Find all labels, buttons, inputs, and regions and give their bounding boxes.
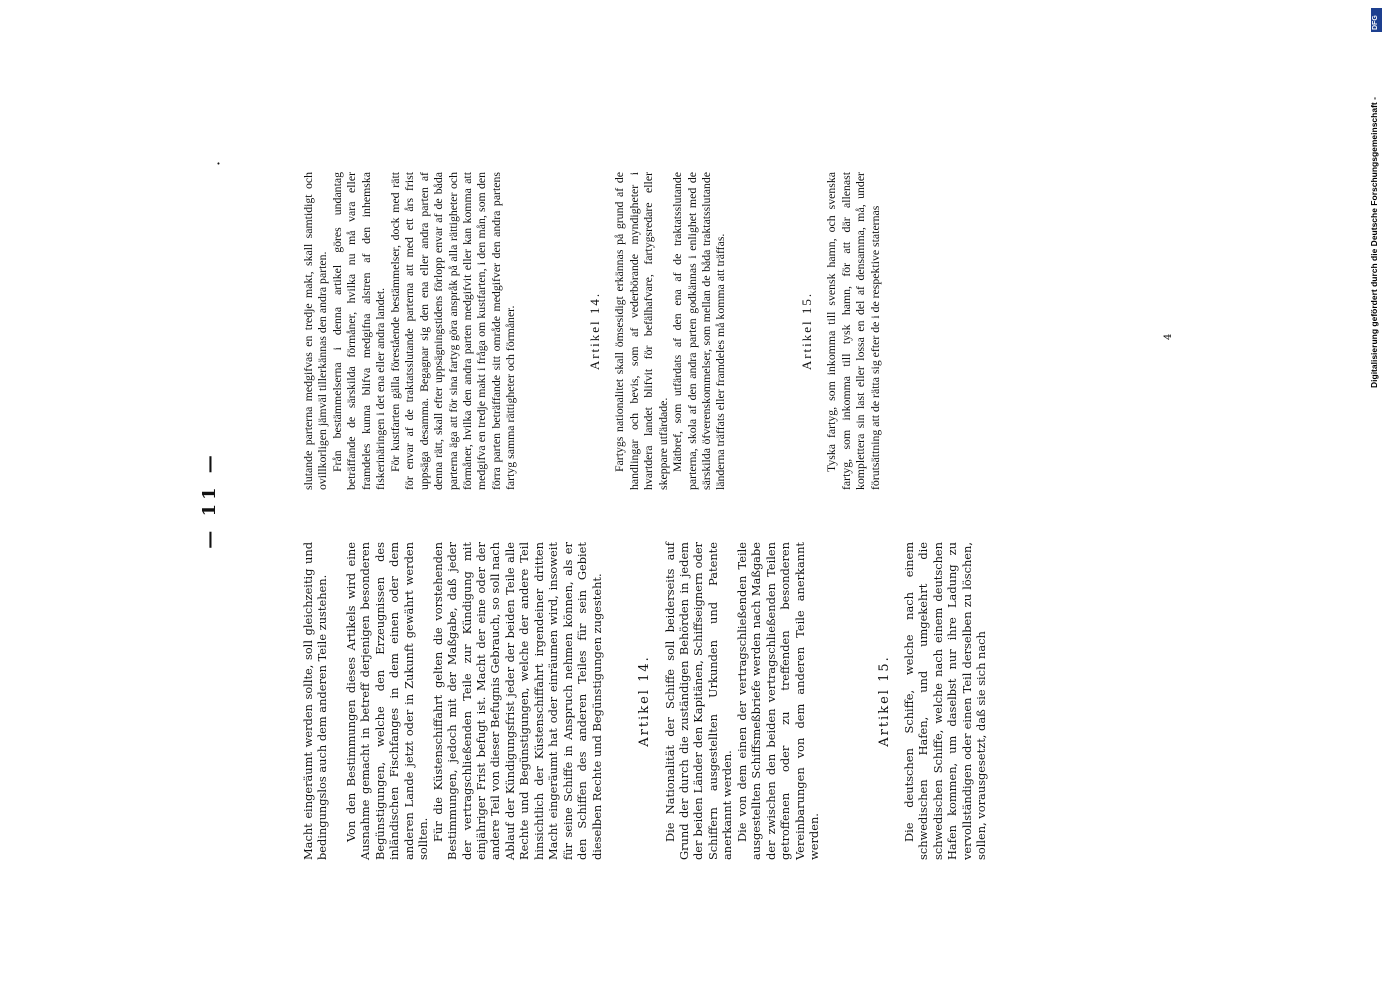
german-article-14-heading: Artikel 14. (637, 655, 653, 747)
page-number: — 11 — (199, 451, 220, 549)
dfg-logo-label: DFG (1372, 15, 1379, 30)
swedish-article-14-heading: Artikel 14. (586, 291, 602, 371)
swedish-paragraph-3: För kustfarten gälla förestående bestämmelser, dock med rätt för envar af de traktatsslutande parterna att med ett års frist uppsäga desamma. Begagnar sig den ena eller andra parten af denna rätt, skall efter uppsägningstidens förlopp envar af de båda parterna äga att för sina fartyg göra anspråk på alla rättigheter och förmåner, hvilka den andra parten medgifvit eller kan komma att medgifva en tredje makt i fråga om kustfarten, i den mån, som den förra parten beträffande sitt område medgifver den andra partens fartyg samma rättigheter och förmåner. (387, 172, 518, 490)
swedish-paragraph-1: slutande parterna medgifvas en tredje makt, skall samtidigt och ovillkorligen jämväl tillerkännas den andra parten. (301, 172, 330, 490)
german-paragraph-1: Macht eingeräumt werden sollte, soll gleichzeitig und bedingungslos auch dem anderen Teile zustehen. (301, 542, 330, 860)
swedish-article-14-paragraph-1: Fartygs nationalitet skall ömsesidigt erkännas på grund af de handlingar och bevis, som af vederbörande myndigheter i hvartdera landet blifvit för befälhafvare, fartygsredare eller skeppare utfärdade. (612, 172, 670, 490)
swedish-article-14-paragraph-2: Mätbref, som utfärdats af den ena af de traktatsslutande parterna, skola af den andra parten godkännas i enlighet med de särskilda öfverenskommelser, som mellan de båda traktatsslutande länderna träffats eller framdeles må komma att träffas. (670, 172, 728, 490)
dfg-credit-label: Digitalisierung gefördert durch die Deutsche Forschungsgemeinschaft - (1369, 97, 1379, 388)
german-article-14-paragraph-1: Die Nationalität der Schiffe soll beiderseits auf Grund der durch die zuständigen Behörden in jedem der beiden Länder den Kapitänen, Schiffseignern oder Schiffern ausgestellten Urkunden und Patente anerkannt werden. (662, 542, 735, 860)
german-column (301, 542, 989, 860)
dfg-credit-text (1369, 8, 1381, 388)
dfg-logo (1371, 8, 1382, 32)
swedish-paragraph-2: Från bestämmelserna i denna artikel göres undantag beträffande de särskilda förmåner, hvilka nu må vara eller framdeles kunna blifva medgifna alstren af den inhemska fiskerinäringen i det ena eller andra landet. (329, 172, 388, 490)
swedish-column (301, 172, 882, 490)
signature-mark: 4 (1163, 333, 1174, 340)
german-article-14-paragraph-2: Die von dem einen der vertragschließenden Teile ausgestellten Schiffsmeßbriefe werden nach Maßgabe der zwischen den beiden vertragschließenden Teilen getroffenen oder zu treffenden besonderen Vereinbarungen von dem anderen Teile anerkannt werden. (734, 542, 822, 860)
stray-mark: · (209, 160, 228, 166)
german-article-15-paragraph-1: Die deutschen Schiffe, welche nach einem schwedischen Hafen, und umgekehrt die schwedischen Schiffe, welche nach einem deutschen Hafen kommen, um daselbst nur ihre Ladung zu vervollständigen oder einen Teil derselben zu löschen, sollen, vorausgesetzt, daß sie sich nach (901, 542, 989, 860)
swedish-article-15-heading: Artikel 15. (798, 291, 814, 371)
document-page (151, 140, 1231, 860)
german-paragraph-2: Von den Bestimmungen dieses Artikels wird eine Ausnahme gemacht in betreff derjenigen besonderen Begünstigungen, welche den Erzeugnissen des inländischen Fischfanges in dem einen oder dem anderen Lande jetzt oder in Zukunft gewährt werden sollten. (343, 542, 431, 860)
swedish-article-15-paragraph-1: Tyska fartyg, som inkomma till svensk hamn, och svenska fartyg, som inkomma till tysk hamn, för att där allenast komplettera sin last eller lossa en del af densamma, må, under förutsättning att de rätta sig efter de i de respektive staternas (824, 172, 882, 490)
german-paragraph-3: Für die Küstenschiffahrt gelten die vorstehenden Bestimmungen, jedoch mit der Maßgabe, daß jeder der vertragschließenden Teile zur Kündigung mit einjähriger Frist befugt ist. Macht der eine oder der andere Teil von dieser Befugnis Gebrauch, so soll nach Ablauf der Kündigungsfrist jeder der beiden Teile alle Rechte und Begünstigungen, welche der andere Teil hinsichtlich der Küstenschiffahrt irgendeiner dritten Macht eingeräumt hat oder einräumen wird, insoweit für seine Schiffe in Anspruch nehmen können, als er den Schiffen des anderen Teiles für sein Gebiet dieselben Rechte und Begünstigungen zugesteht. (430, 542, 604, 860)
german-article-15-heading: Artikel 15. (876, 655, 892, 747)
